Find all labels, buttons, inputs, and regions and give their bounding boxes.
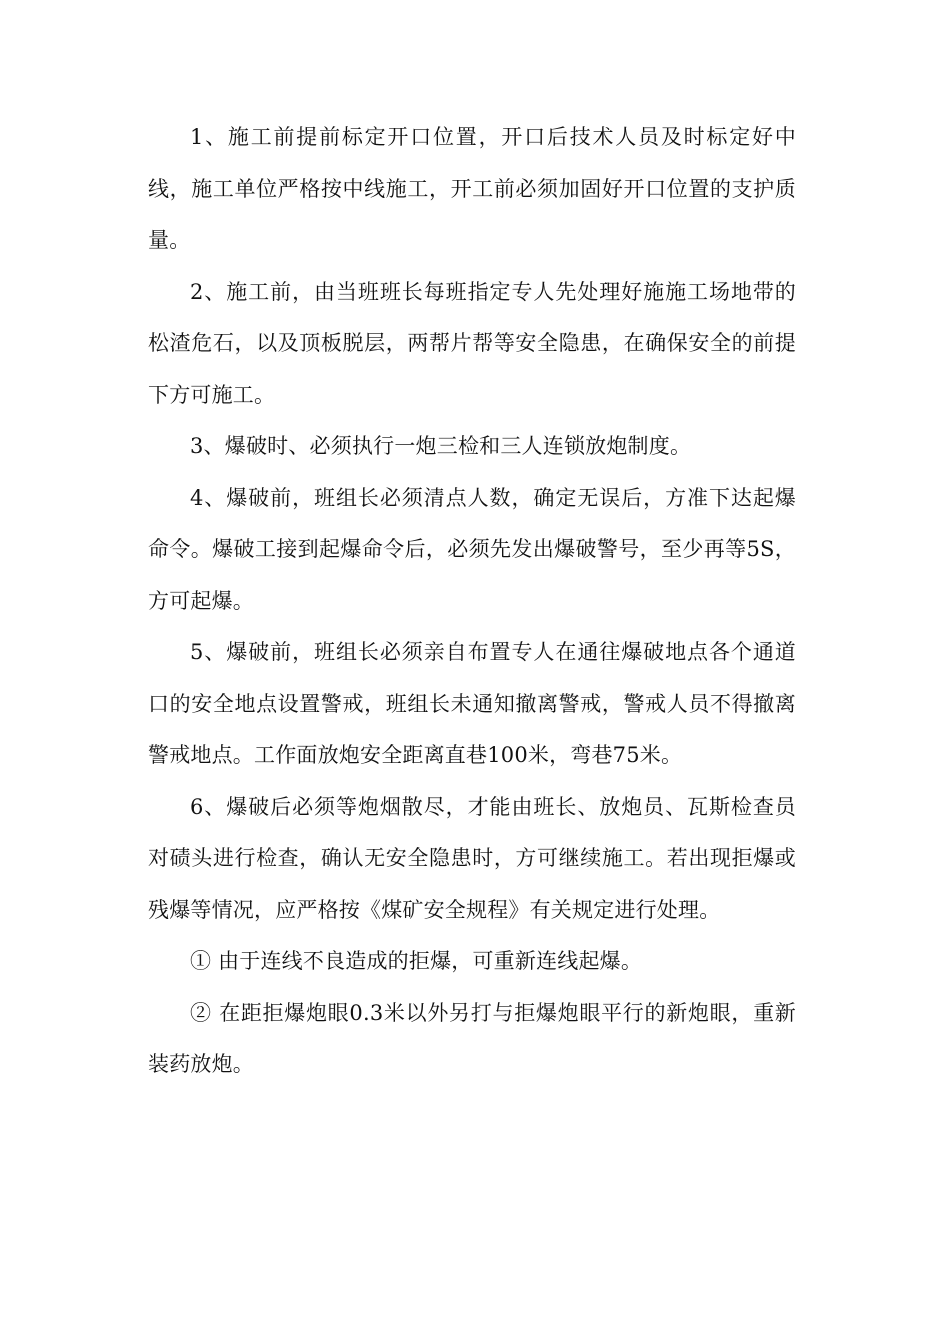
paragraph-1: 1、施工前提前标定开口位置，开口后技术人员及时标定好中线，施工单位严格按中线施工，开工前必须加固好开口位置的支护质量。: [148, 125, 796, 252]
paragraph-sub-2: ② 在距拒爆炮眼0.3米以外另打与拒爆炮眼平行的新炮眼，重新装药放炮。: [148, 1000, 796, 1076]
paragraph-sub-1: ① 由于连线不良造成的拒爆，可重新连线起爆。: [190, 949, 643, 973]
document-body: [148, 112, 796, 1091]
paragraph-2: 2、施工前，由当班班长每班指定专人先处理好施施工场地带的松渣危石，以及顶板脱层，两帮片帮等安全隐患，在确保安全的前提下方可施工。: [148, 279, 796, 407]
paragraph-3: 3、爆破时、必须执行一炮三检和三人连锁放炮制度。: [190, 434, 692, 458]
paragraph-6: 6、爆破后必须等炮烟散尽，才能由班长、放炮员、瓦斯检查员对碛头进行检查，确认无安全隐患时，方可继续施工。若出现拒爆或残爆等情况，应严格按《煤矿安全规程》有关规定进行处理。: [148, 794, 796, 922]
paragraph-5: 5、爆破前，班组长必须亲自布置专人在通往爆破地点各个通道口的安全地点设置警戒，班组长未通知撤离警戒，警戒人员不得撤离警戒地点。工作面放炮安全距离直巷100米，弯巷75米。: [148, 640, 796, 767]
paragraph-4: 4、爆破前，班组长必须清点人数，确定无误后，方准下达起爆命令。爆破工接到起爆命令后，必须先发出爆破警号，至少再等5S，方可起爆。: [148, 485, 796, 613]
